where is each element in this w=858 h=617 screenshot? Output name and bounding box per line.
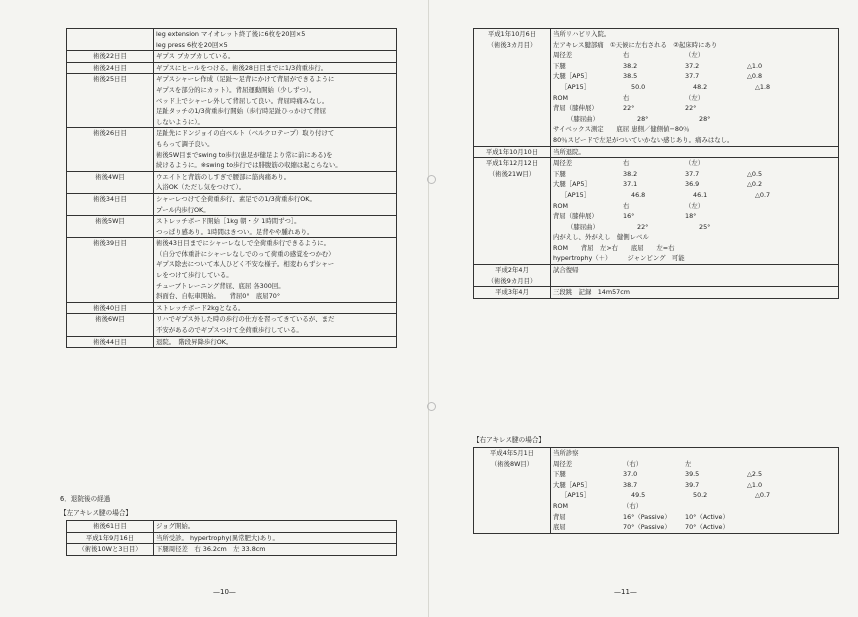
measurement-cell: △0.7 — [755, 190, 771, 199]
table-row — [67, 314, 397, 336]
measurement-cell: 10°（Active） — [685, 512, 729, 521]
measurement-cell: 28° — [699, 114, 711, 123]
binder-hole-bottom — [427, 402, 436, 411]
note-line: サイベックス測定 底屈 患側／健側値−80％ — [553, 125, 690, 134]
table-row — [67, 193, 397, 215]
table-row — [67, 532, 397, 544]
row-date-label — [474, 158, 551, 265]
note-line: しないように）。 — [156, 117, 204, 126]
measurement-cell: （左） — [685, 159, 705, 168]
note-line: ギプスにヒールをつける。術後28日目までに1/3荷重歩行。 — [156, 63, 328, 72]
note-line: 当所リハビリ入院。 — [553, 30, 611, 38]
measurement-cell: （左） — [685, 201, 705, 210]
date-line: （術後3カ月目） — [487, 40, 537, 49]
row-notes — [154, 238, 397, 303]
note-line: 当所退院。 — [553, 147, 585, 156]
measurement-cell: ROM — [553, 501, 568, 510]
measurement-line — [553, 158, 836, 169]
measurement-cell: 底屈 — [553, 523, 566, 532]
measurement-line — [553, 190, 836, 201]
subsection-title-left: 【左アキレス腱の場合】 — [60, 509, 133, 517]
table-row — [67, 51, 397, 63]
measurement-cell: 70°（Passive） — [623, 523, 671, 532]
measurement-cell: 28° — [637, 114, 649, 123]
table-row — [474, 287, 839, 299]
page-number-left: —10— — [213, 588, 236, 596]
measurement-cell: （膝屈曲） — [567, 114, 599, 123]
note-line: leg extension マイオレット終了後に6枚を20回×5 — [156, 30, 306, 38]
measurement-cell: △0.5 — [747, 169, 763, 178]
measurement-line — [553, 201, 836, 212]
row-notes — [154, 51, 397, 63]
note-line: シャーレつけて全荷重歩行、素足での1/3荷重歩行OK。 — [156, 194, 316, 203]
row-notes — [154, 302, 397, 314]
table-row — [67, 544, 397, 556]
measurement-cell: 25° — [699, 222, 711, 231]
row-notes — [154, 74, 397, 128]
measurement-cell: 下腿 — [553, 61, 566, 70]
measurement-cell: 22° — [623, 104, 635, 113]
measurement-line — [553, 82, 836, 93]
note-line: （自分で体重計にシャーレなしでのって荷重の感覚をつかむ） — [156, 249, 335, 258]
note-line: もらって調子良い。 — [156, 139, 214, 148]
measurement-cell: 背屈 — [553, 512, 566, 521]
note-line: ストレッチボード2kgとなる。 — [156, 303, 245, 312]
measurement-cell: ROM — [553, 93, 568, 102]
note-line — [553, 276, 836, 287]
date-line: （術後21W目） — [488, 169, 536, 178]
note-line: ストレッチボード開始［1kg 朝・夕 1時間ずつ］。 — [156, 217, 301, 226]
table-row — [67, 521, 397, 533]
measurement-cell: △1.0 — [747, 61, 763, 70]
measurement-cell: 背屈（膝伸展） — [553, 212, 598, 221]
left-clinical-table — [66, 28, 397, 348]
row-date-label: 術後5W目 — [67, 216, 154, 238]
row-date-label: 術後22日目 — [67, 51, 154, 63]
note-line: hypertrophy（＋） ジャンピング 可能 — [553, 254, 685, 263]
row-date-label: 術後26日目 — [67, 128, 154, 171]
note-line: 下腿周径差 右 36.2cm 左 33.8cm — [156, 545, 266, 554]
measurement-cell: 右 — [623, 201, 630, 210]
right-followup-table — [473, 447, 839, 534]
measurement-cell: 38.5 — [623, 72, 638, 81]
measurement-cell: 16° — [623, 212, 635, 221]
note-line: 退院。 階段昇降歩行OK。 — [156, 337, 233, 346]
note-line: 斜面台、自転車開始。 背屈0° 底屈70° — [156, 292, 281, 301]
note-line: ベッド上でシャーレ外して背屈して良い。背屈時痛みなし。 — [156, 96, 329, 105]
measurement-cell: 22° — [637, 222, 649, 231]
note-line: ギプスシャーレ作成（足趾〜足背にかけて背屈ができるように — [156, 75, 335, 84]
measurement-line — [553, 50, 836, 61]
measurement-line — [553, 490, 836, 501]
measurement-cell: △0.2 — [747, 180, 763, 189]
measurement-cell: 36.9 — [685, 180, 700, 189]
note-line: 術後5W目までswing to歩行(患足が健足より常に前にある)を — [156, 150, 333, 159]
measurement-cell: ［AP15］ — [561, 190, 591, 199]
date-line: 平成1年10月6日 — [487, 30, 537, 38]
note-line: チューブトレーニング背屈、底屈 各300回。 — [156, 281, 285, 290]
row-date-label — [67, 29, 154, 51]
measurement-cell: 37.0 — [623, 470, 638, 479]
measurement-cell: △1.8 — [755, 82, 771, 91]
note-line: ギプス ブカブカしている。 — [156, 52, 235, 61]
note-line: リハでギプス外した時の歩行の仕方を習ってきているが、まだ — [156, 315, 335, 324]
measurement-line — [553, 114, 836, 125]
date-line: 平成1年12月12日 — [485, 159, 539, 168]
left-followup-table — [66, 520, 397, 556]
measurement-cell: 50.0 — [631, 82, 646, 91]
measurement-cell: 38.2 — [623, 61, 638, 70]
row-notes — [154, 193, 397, 215]
table-row — [67, 302, 397, 314]
row-notes — [551, 265, 839, 287]
note-line: 当所診察 — [553, 449, 579, 457]
table-row — [67, 29, 397, 51]
measurement-cell: 周径差 — [553, 459, 573, 468]
row-notes — [551, 287, 839, 299]
row-notes — [154, 521, 397, 533]
row-date-label — [474, 287, 551, 299]
measurement-cell: 右 — [623, 51, 630, 60]
section-title: 6．退院後の経過 — [60, 495, 111, 503]
row-date-label: （術後10Wと3日目） — [67, 544, 154, 556]
table-row — [67, 238, 397, 303]
note-line: ジョグ開始。 — [156, 522, 195, 530]
row-notes — [154, 62, 397, 74]
table-row — [67, 171, 397, 193]
measurement-cell: △0.7 — [755, 491, 771, 500]
row-date-label — [474, 448, 551, 534]
note-line: ROM 背屈 左>右 底屈 左=右 — [553, 243, 675, 252]
note-line: ウエイトと背筋のしすぎで腰部に筋肉痛あり。 — [156, 172, 291, 181]
measurement-line — [553, 103, 836, 114]
measurement-line — [553, 61, 836, 72]
right-page — [429, 0, 858, 617]
note-line: 入浴OK（ただし気をつけて）。 — [156, 183, 246, 192]
date-line: （術後9カ月目） — [487, 276, 537, 285]
note-line: 足趾先にドンジョイの白ベルト（ベルクロテープ）取り付けて — [156, 129, 335, 138]
measurement-line — [553, 179, 836, 190]
table-row — [474, 29, 839, 147]
note-line: 続けるように。※swing to歩行では腓腹筋の収縮は起こらない。 — [156, 161, 342, 170]
table-row — [67, 74, 397, 128]
row-notes — [154, 532, 397, 544]
binder-hole-top — [427, 175, 436, 184]
row-notes — [551, 448, 839, 534]
date-line: 平成2年4月 — [495, 266, 529, 275]
table-row — [474, 448, 839, 534]
table-row — [67, 62, 397, 74]
right-clinical-table — [473, 28, 839, 299]
table-row — [474, 158, 839, 265]
measurement-cell: （右） — [623, 459, 643, 468]
measurement-line — [553, 71, 836, 82]
row-date-label: 術後61日目 — [67, 521, 154, 533]
date-line: 平成4年5月1日 — [489, 449, 535, 457]
note-line: 当所受診。 hypertrophy(異常肥大)あり。 — [156, 533, 279, 542]
row-notes — [154, 128, 397, 171]
note-line: つっぱり感あり。1時間はきつい。足背やや腫れあり。 — [156, 227, 314, 236]
measurement-cell: 37.1 — [623, 180, 638, 189]
row-date-label: 術後24日目 — [67, 62, 154, 74]
row-date-label — [474, 146, 551, 158]
row-date-label: 術後40日目 — [67, 302, 154, 314]
row-date-label — [474, 265, 551, 287]
measurement-line — [553, 169, 836, 180]
measurement-cell: 49.5 — [631, 491, 646, 500]
note-line: ギプス除去について本人ひどく不安な様子。相変わらずシャー — [156, 260, 335, 269]
table-row — [67, 128, 397, 171]
measurement-cell: 50.2 — [693, 491, 708, 500]
row-notes — [154, 216, 397, 238]
note-line: ギプスを部分的にカット）。背屈運動開始（少しずつ）。 — [156, 85, 316, 94]
page-number-right: —11— — [614, 588, 637, 596]
measurement-cell: 下腿 — [553, 169, 566, 178]
note-line: 足趾タッチの1/3荷重歩行開始（歩行時足趾ひっかけて背屈 — [156, 107, 327, 116]
measurement-cell: 70°（Active） — [685, 523, 729, 532]
measurement-cell: 16°（Passive） — [623, 512, 671, 521]
measurement-cell: 大腿［AP5］ — [553, 480, 591, 489]
measurement-cell: 大腿［AP5］ — [553, 180, 591, 189]
measurement-cell: 右 — [623, 93, 630, 102]
measurement-line — [553, 501, 836, 512]
measurement-cell: 下腿 — [553, 470, 566, 479]
table-row — [67, 216, 397, 238]
row-date-label — [474, 29, 551, 147]
measurement-line — [553, 222, 836, 233]
measurement-line — [553, 469, 836, 480]
measurement-cell: 周径差 — [553, 159, 573, 168]
row-date-label: 術後39日目 — [67, 238, 154, 303]
measurement-cell: （膝屈曲） — [567, 222, 599, 231]
measurement-cell: （左） — [685, 51, 705, 60]
measurement-cell: ［AP15］ — [561, 491, 591, 500]
measurement-line — [553, 512, 836, 523]
measurement-cell: 37.7 — [685, 72, 700, 81]
row-notes — [551, 158, 839, 265]
measurement-cell: △1.0 — [747, 480, 763, 489]
measurement-cell: △0.8 — [747, 72, 763, 81]
measurement-cell: 22° — [685, 104, 697, 113]
row-notes — [154, 314, 397, 336]
note-line: 内がえし、外がえし 健側レベル — [553, 233, 649, 242]
table-row — [67, 336, 397, 348]
measurement-cell: 大腿［AP5］ — [553, 72, 591, 81]
measurement-line — [553, 459, 836, 470]
note-line: 三段跳 記録 14m57cm — [553, 288, 630, 297]
row-date-label: 術後25日目 — [67, 74, 154, 128]
note-line: 不安があるのでギプスつけて全荷重歩行している。 — [156, 326, 303, 335]
measurement-line — [553, 480, 836, 491]
measurement-cell: 38.2 — [623, 169, 638, 178]
row-notes — [154, 544, 397, 556]
note-line: 術後43日目までにシャーレなしで全荷重歩行できるように。 — [156, 239, 331, 248]
measurement-cell: 46.1 — [693, 190, 708, 199]
row-notes — [551, 29, 839, 147]
table-row — [474, 146, 839, 158]
subsection-title-right: 【右アキレス腱の場合】 — [473, 436, 546, 444]
row-notes — [154, 29, 397, 51]
note-line: 左アキレス腱部痛 ①天候に左右される ②起床時にあり — [553, 40, 718, 49]
row-notes — [154, 336, 397, 348]
table-row — [474, 265, 839, 287]
row-date-label: 術後34日目 — [67, 193, 154, 215]
measurement-cell: 46.8 — [631, 190, 646, 199]
note-line: レをつけて歩行している。 — [156, 271, 233, 280]
measurement-cell: 39.5 — [685, 470, 700, 479]
date-line: 平成3年4月 — [495, 288, 529, 297]
measurement-cell: 左 — [685, 459, 692, 468]
row-notes — [551, 146, 839, 158]
measurement-cell: ［AP15］ — [561, 82, 591, 91]
measurement-cell: 周径差 — [553, 51, 573, 60]
measurement-line — [553, 522, 836, 533]
measurement-cell: 背屈（膝伸展） — [553, 104, 598, 113]
measurement-cell: 48.2 — [693, 82, 708, 91]
measurement-line — [553, 211, 836, 222]
measurement-cell: ROM — [553, 201, 568, 210]
measurement-cell: 38.7 — [623, 480, 638, 489]
measurement-cell: 18° — [685, 212, 697, 221]
measurement-cell: （左） — [685, 93, 705, 102]
measurement-cell: （右） — [623, 501, 643, 510]
measurement-line — [553, 93, 836, 104]
row-date-label: 術後44日目 — [67, 336, 154, 348]
date-line: （術後8W目） — [490, 459, 534, 468]
note-line: leg press 6枚を20回×5 — [156, 40, 228, 49]
row-date-label: 術後4W目 — [67, 171, 154, 193]
note-line: 80％スピードで左足がついていかない感じあり。痛みはなし。 — [553, 135, 734, 144]
note-line: 試合復帰 — [553, 266, 579, 275]
note-line: プール内歩行OK。 — [156, 205, 210, 214]
measurement-cell: 右 — [623, 159, 630, 168]
row-date-label: 平成1年9月16日 — [67, 532, 154, 544]
measurement-cell: △2.5 — [747, 470, 763, 479]
date-line: 平成1年10月10日 — [485, 147, 539, 156]
measurement-cell: 37.7 — [685, 169, 700, 178]
row-notes — [154, 171, 397, 193]
row-date-label: 術後6W目 — [67, 314, 154, 336]
measurement-cell: 37.2 — [685, 61, 700, 70]
measurement-cell: 39.7 — [685, 480, 700, 489]
